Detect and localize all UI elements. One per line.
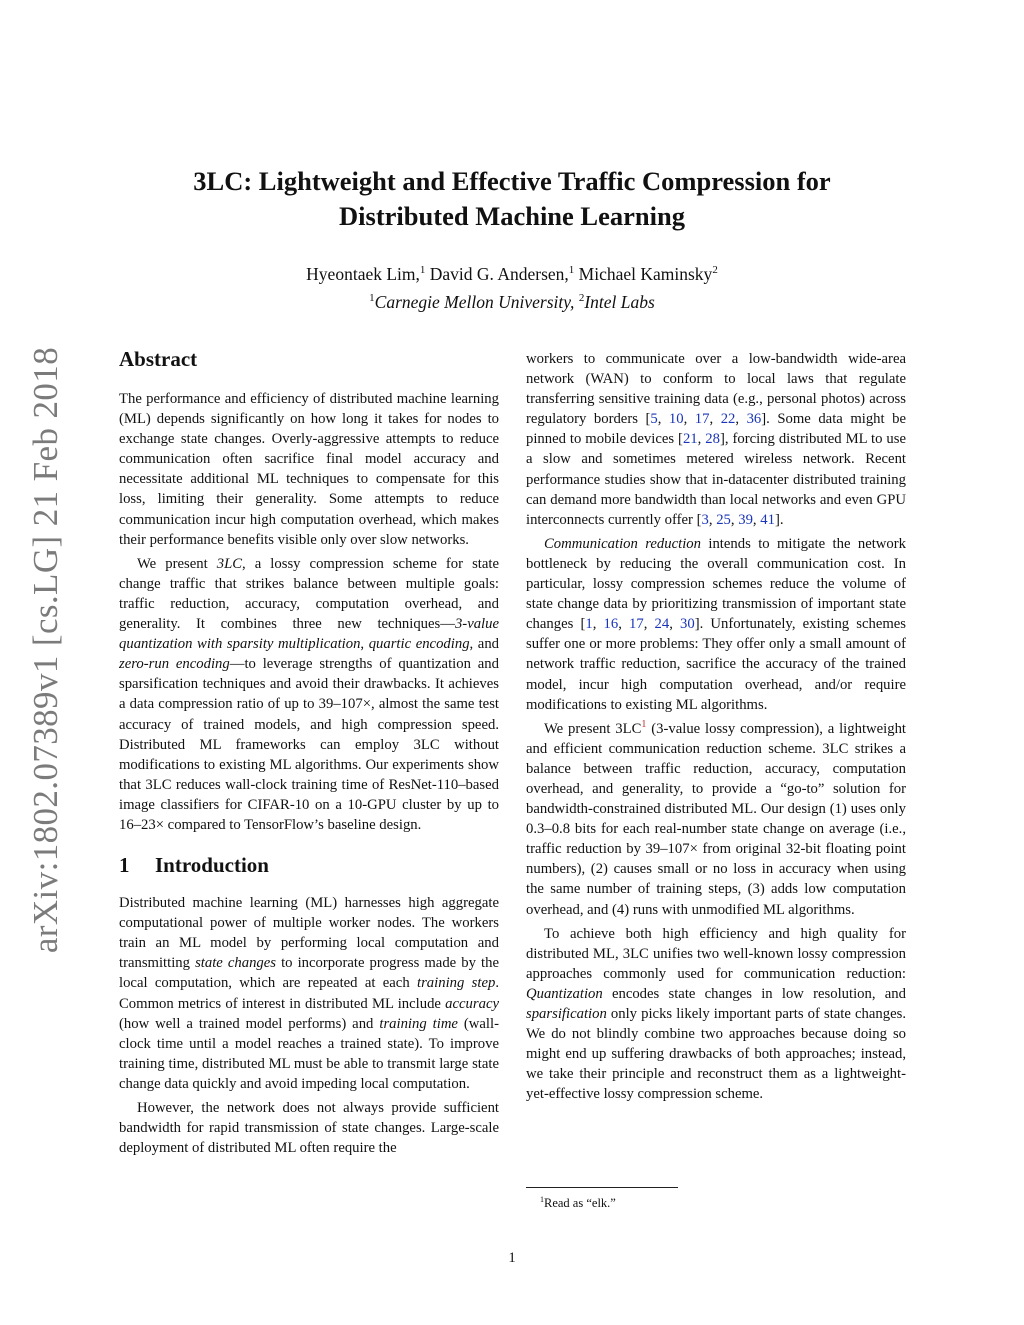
text-run: Distributed machine learning (ML) harnesses high aggregate computational power of multiple worker nodes. The workers train an ML model by performing local computation and transmitting [119, 895, 499, 972]
footnote-marker-link[interactable]: 1 [641, 718, 647, 730]
author-name: David G. Andersen, [429, 263, 569, 284]
text-run: (how well a trained model performs) and [119, 1015, 380, 1032]
paper-title-line-2: Distributed Machine Learning [339, 201, 685, 231]
emphasis-run: 3LC [216, 555, 243, 572]
text-run: ], forcing distributed ML to use a slow and sometimes metered wireless network. Recent performance studies show that in-datacenter distributed training can demand more bandwidth than local networks and even GPU interconnects currently offer [ [526, 431, 906, 528]
section-number: 1 [119, 853, 130, 878]
text-run: only picks likely important parts of state changes. We do not blindly combine two approaches because doing so might end up suffering drawbacks of both approaches; instead, we take their principle and reconstruct them as a lightweight-yet-effective lossy compression scheme. [526, 1006, 906, 1103]
author-affiliation-mark: 1 [568, 264, 575, 276]
footnote [540, 1192, 616, 1211]
emphasis-run: quartic encoding [368, 636, 470, 653]
affiliation-list [100, 286, 924, 314]
text-run: . Common metrics of interest in distributed ML include [119, 975, 499, 1012]
text-run: , and [469, 636, 500, 653]
body-paragraph: However, the network does not always provide sufficient bandwidth for rapid transmission of state changes. Large-scale deployment of distributed ML often require the [119, 1100, 499, 1157]
affiliation-name: Intel Labs [584, 291, 655, 312]
text-run: (3-value lossy compression), a lightweight and efficient communication reduction scheme. 3LC strikes a balance between traffic reduction, accuracy, computation overhead, and generality, to provide a “go-to” solution for bandwidth-constrained distributed ML. Our design (1) uses only 0.3–0.8 bits for each real-number state change on average (i.e., traffic reduction by 39–107× from original 32-bit floating point numbers), (2) causes small or no loss in accuracy when using the same number of training steps, (3) adds low computation overhead, and (4) runs with unmodified ML algorithms. [526, 720, 906, 918]
author-name: Michael Kaminsky [578, 263, 713, 284]
text-run: to incorporate progress made by the local computation, which are repeated at each [119, 955, 499, 992]
text-run: (wall-clock time until a model reaches a trained state). To improve training time, distributed ML must be able to transmit large state change data quickly and avoid impeding local computation. [119, 1015, 499, 1092]
citation-link[interactable]: 17 [629, 616, 644, 633]
emphasis-run: Quantization [526, 985, 603, 1002]
citation-link[interactable]: 16 [603, 616, 619, 633]
text-run: —to leverage strengths of quantization and sparsification techniques and avoid their drawbacks. It achieves a data compression ratio of up to 39–107×, almost the same test accuracy of trained models, and high compression speed. Distributed ML frameworks can employ 3LC without modifications to existing ML algorithms. Our experiments show that 3LC reduces wall-clock training time of ResNet-110–based image classifiers for CIFAR-10 on a 10-GPU cluster by up to 16–23× compared to TensorFlow’s baseline design. [119, 656, 499, 833]
citation-link[interactable]: 25 [716, 511, 731, 528]
citation-link[interactable]: 10 [668, 411, 684, 428]
right-column [526, 349, 906, 1104]
body-paragraph [526, 719, 906, 920]
citation-link[interactable]: 24 [654, 616, 670, 633]
citation-link[interactable]: 17 [694, 411, 710, 428]
citation-link[interactable]: 36 [746, 411, 762, 428]
text-run: We present 3LC [544, 720, 642, 737]
arxiv-identifier-stamp [24, 346, 68, 954]
page-number: 1 [508, 1250, 516, 1266]
text-run: We present [137, 555, 217, 572]
emphasis-run: training step [417, 975, 496, 992]
footnote-mark: 1 [540, 1195, 544, 1204]
author-block [100, 258, 924, 314]
emphasis-run: Communication reduction [544, 535, 701, 552]
citation-link[interactable]: 21 [682, 431, 698, 448]
citation-link[interactable]: 3 [701, 511, 709, 528]
emphasis-run: sparsification [526, 1006, 607, 1022]
body-paragraph: workers to communicate over a low-bandwidth wide-area network (WAN) to conform to local laws that regulate transferring sensitive training data (e.g., personal photos) across regulatory borders [5, 10, 17, 22, 36]. Some data might be pinned to mobile devices [21, 28], forcing distributed ML to use a slow and sometimes metered wireless network. Recent performance studies show that in-datacenter distributed training can demand more bandwidth than local networks and even GPU interconnects currently offer [3, 25, 39, 41]. [526, 351, 907, 528]
text-run: , [360, 636, 369, 653]
emphasis-run: accuracy [445, 995, 499, 1012]
abstract-heading: Abstract [119, 347, 198, 371]
citation-link[interactable]: 39 [738, 511, 753, 528]
citation-link[interactable]: 28 [705, 431, 720, 448]
citation-link[interactable]: 41 [760, 511, 775, 528]
citation-link[interactable]: 30 [680, 616, 695, 633]
footnote-text: Read as “elk.” [544, 1196, 616, 1211]
body-paragraph: Communication reduction intends to mitigate the network bottleneck by reducing the overall communication cost. In particular, lossy compression schemes reduce the volume of state change data by prioritizing transmission of important state changes [1, 16, 17, 24, 30]. Unfortunately, existing schemes suffer one or more problems: They offer only a small amount of network traffic reduction, sacrifice the accuracy of the trained model, incur high computation overhead, and/or require modifications to existing ML algorithms. [526, 535, 907, 713]
text-run: , a lossy compression scheme for state change traffic that strikes balance between multiple goals: traffic reduction, accuracy, computation overhead, and generality. It combines three new techniques— [119, 555, 500, 633]
author-name: Hyeontaek Lim, [306, 263, 420, 284]
author-list [100, 258, 924, 286]
body-paragraph [119, 893, 499, 1094]
emphasis-run: state changes [195, 955, 277, 972]
text-run: ]. Unfortunately, existing schemes suffer one or more problems: They offer only a small amount of network traffic reduction, sacrifice the accuracy of the trained model, incur high computation overhead, and/or require modifications to existing ML algorithms. [526, 616, 907, 713]
author-affiliation-mark: 2 [712, 264, 718, 276]
text-run: To achieve both high efficiency and high quality for distributed ML, 3LC unifies two well-known lossy compression approaches commonly used for communication reduction: [526, 925, 906, 982]
arxiv-identifier-text: arXiv:1802.07389v1 [cs.LG] 21 Feb 2018 [26, 346, 65, 954]
paper-title-line-1: 3LC: Lightweight and Effective Traffic Compression for [193, 166, 831, 196]
abstract-paragraph [119, 554, 499, 835]
abstract-paragraph: The performance and efficiency of distributed machine learning (ML) depends significantly on how long it takes for nodes to exchange state changes. Overly-aggressive attempts to reduce communication often sacrifice final model accuracy and necessitate additional ML techniques to compensate for this loss, limiting their generality. Some attempts to reduce communication incur high computation overhead, which makes their performance benefits visible only over slow networks. [119, 391, 499, 548]
citation-link[interactable]: 1 [585, 616, 593, 633]
emphasis-run: training time [379, 1015, 458, 1032]
affiliation-mark: 2 [578, 291, 585, 304]
body-paragraph [526, 924, 906, 1105]
text-run: ]. [774, 511, 784, 528]
affiliation-mark: 1 [369, 291, 375, 304]
section-title: Introduction [155, 853, 269, 878]
author-affiliation-mark: 1 [419, 264, 426, 276]
text-run: ]. Some data might be pinned to mobile devices [ [526, 411, 907, 448]
left-column [119, 345, 499, 1158]
emphasis-run: 3-value quantization with sparsity multiplication [119, 616, 499, 653]
emphasis-run: zero-run encoding [119, 656, 230, 673]
text-run: encodes state changes in low resolution, and [602, 985, 906, 1002]
affiliation-name: Carnegie Mellon University, [374, 291, 575, 312]
footnote-rule [526, 1187, 678, 1188]
citation-link[interactable]: 5 [650, 411, 658, 428]
introduction-heading [119, 851, 499, 879]
paper-title [100, 164, 924, 234]
text-run: intends to mitigate the network bottleneck by reducing the overall communication cost. In particular, lossy compression schemes reduce the volume of state change data by prioritizing transmission of important state changes [ [526, 535, 906, 633]
text-run: workers to communicate over a low-bandwidth wide-area network (WAN) to conform to local laws that regulate transferring sensitive training data (e.g., personal photos) across regulatory borders [ [526, 351, 906, 428]
citation-link[interactable]: 22 [720, 411, 736, 428]
